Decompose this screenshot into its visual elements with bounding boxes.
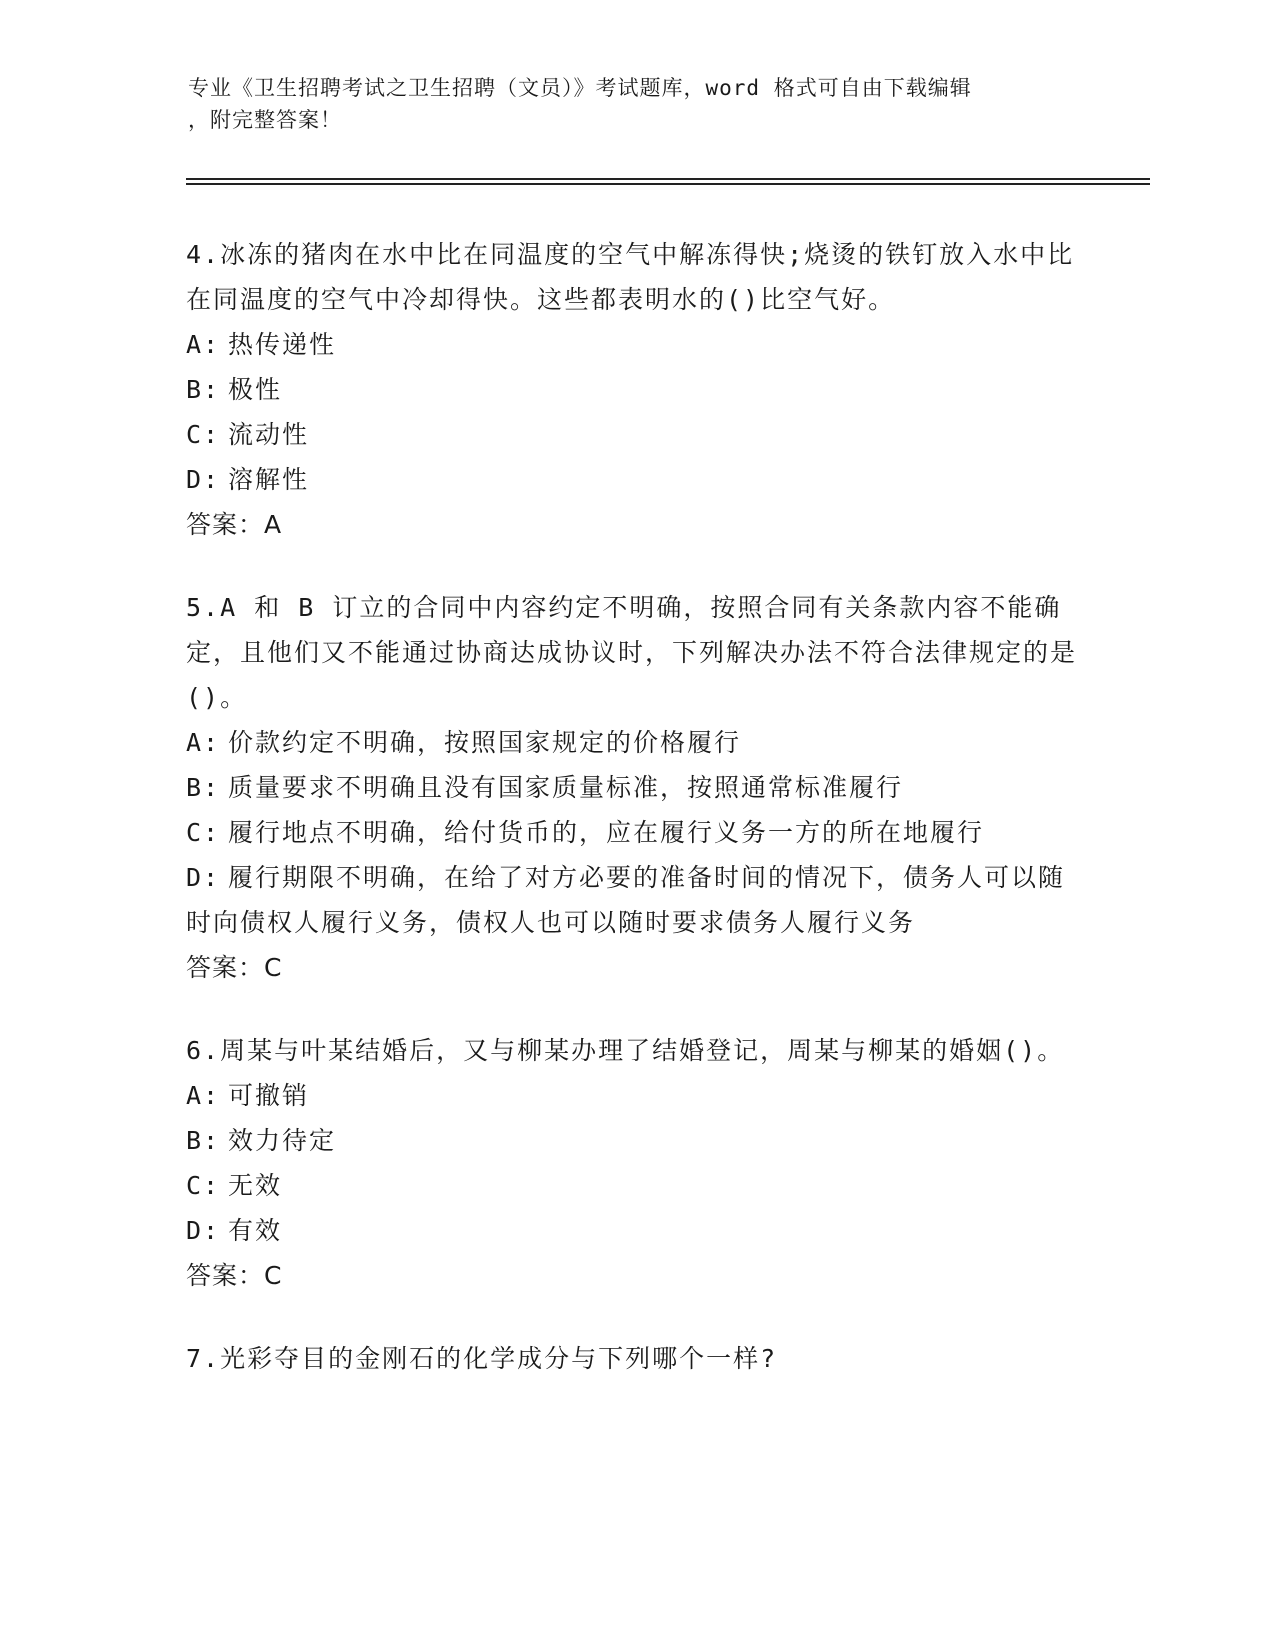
option-letter: D: (186, 863, 221, 892)
option-a (186, 720, 1086, 765)
option-letter: C: (186, 1171, 221, 1200)
question-6 (186, 1028, 1086, 1298)
question-stem: 5.A 和 B 订立的合同中内容约定不明确，按照合同有关条款内容不能确定，且他们又不能通过协商达成协议时，下列解决办法不符合法律规定的是()。 (186, 593, 1078, 712)
option-text: 热传递性 (228, 330, 337, 359)
header-divider-bottom (186, 183, 1150, 185)
option-letter: B: (186, 1126, 221, 1155)
option-c (186, 412, 1086, 457)
option-letter: D: (186, 465, 221, 494)
option-d (186, 457, 1086, 502)
option-letter: B: (186, 773, 221, 802)
option-letter: C: (186, 420, 221, 449)
option-letter: C: (186, 818, 221, 847)
answer-line: 答案：A (186, 510, 283, 539)
option-text: 极性 (228, 375, 283, 404)
option-c (186, 1163, 1086, 1208)
option-letter: A: (186, 728, 221, 757)
question-7 (186, 1336, 1086, 1381)
option-a (186, 1073, 1086, 1118)
option-text: 履行地点不明确，给付货币的，应在履行义务一方的所在地履行 (228, 818, 985, 847)
option-letter: A: (186, 330, 221, 359)
option-a (186, 322, 1086, 367)
question-stem: 4.冰冻的猪肉在水中比在同温度的空气中解冻得快;烧烫的铁钉放入水中比在同温度的空气中冷却得快。这些都表明水的()比空气好。 (186, 240, 1075, 314)
option-letter: D: (186, 1216, 221, 1245)
option-b (186, 765, 1086, 810)
question-5 (186, 585, 1086, 990)
option-c (186, 810, 1086, 855)
question-4 (186, 232, 1086, 547)
option-b (186, 367, 1086, 412)
option-text: 溶解性 (228, 465, 310, 494)
option-text: 流动性 (228, 420, 310, 449)
option-b (186, 1118, 1086, 1163)
option-text: 履行期限不明确，在给了对方必要的准备时间的情况下，债务人可以随时向债权人履行义务，债权人也可以随时要求债务人履行义务 (186, 863, 1066, 937)
question-stem: 7.光彩夺目的金刚石的化学成分与下列哪个一样? (186, 1344, 778, 1373)
document-header (188, 72, 1068, 136)
option-text: 质量要求不明确且没有国家质量标准，按照通常标准履行 (228, 773, 904, 802)
option-text: 可撤销 (228, 1081, 310, 1110)
header-line-2: ，附完整答案！ (188, 108, 342, 132)
answer-line: 答案：C (186, 953, 283, 982)
header-divider-top (186, 178, 1150, 180)
option-text: 无效 (228, 1171, 283, 1200)
option-letter: A: (186, 1081, 221, 1110)
header-line-1: 专业《卫生招聘考试之卫生招聘（文员）》考试题库，word 格式可自由下载编辑 (188, 76, 972, 100)
option-d (186, 855, 1086, 945)
option-text: 价款约定不明确，按照国家规定的价格履行 (228, 728, 742, 757)
option-text: 有效 (228, 1216, 283, 1245)
option-d (186, 1208, 1086, 1253)
answer-line: 答案：C (186, 1261, 283, 1290)
question-list (186, 232, 1086, 1419)
option-letter: B: (186, 375, 221, 404)
question-stem: 6.周某与叶某结婚后，又与柳某办理了结婚登记，周某与柳某的婚姻()。 (186, 1036, 1065, 1065)
option-text: 效力待定 (228, 1126, 337, 1155)
